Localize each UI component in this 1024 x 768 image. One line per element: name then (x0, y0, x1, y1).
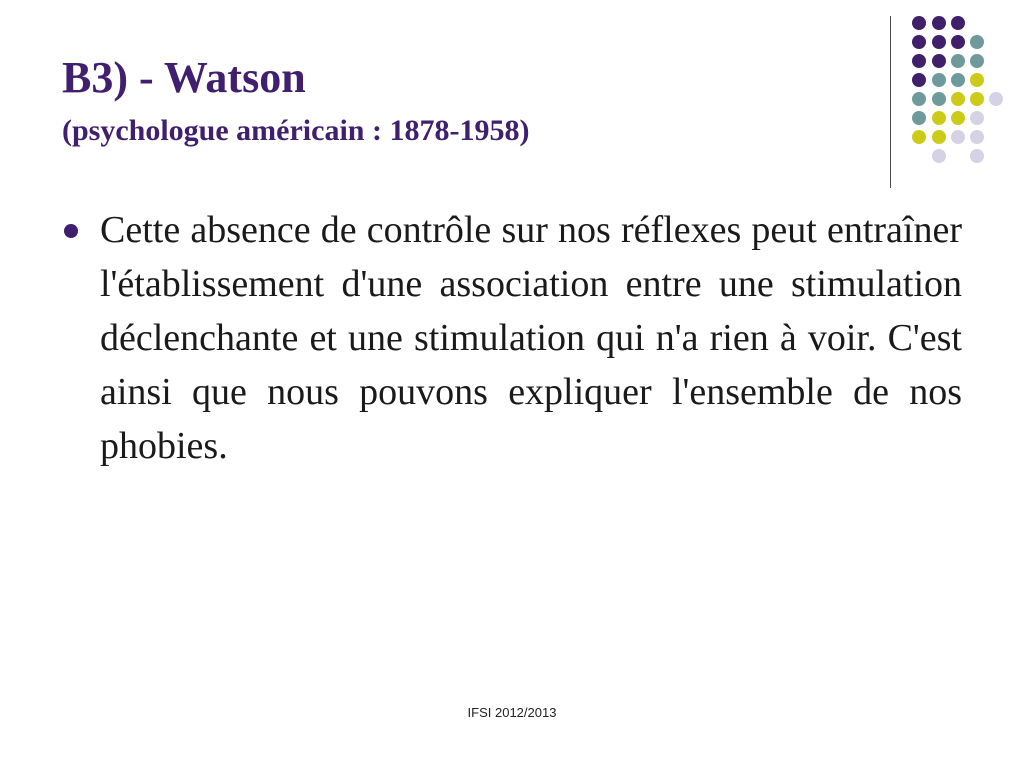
decorative-dot (932, 54, 946, 68)
slide-footer: IFSI 2012/2013 (467, 705, 557, 720)
decorative-dot (912, 73, 926, 87)
decorative-dot (970, 92, 984, 106)
decorative-dot (951, 92, 965, 106)
bullet-list (62, 203, 962, 473)
bullet-marker (64, 224, 78, 238)
decorative-dot (912, 16, 926, 30)
decorative-dot (912, 35, 926, 49)
decorative-dot (970, 149, 984, 163)
bullet-text: Cette absence de contrôle sur nos réflexes peut entraîner l'établissement d'une association entre une stimulation déclenchante et une stimulation qui n'a rien à voir. C'est ainsi que nous pouvons expliquer l'ensemble de nos phobies. (100, 209, 962, 467)
decorative-dot (932, 149, 946, 163)
decorative-dot (932, 73, 946, 87)
decorative-dot (932, 92, 946, 106)
decorative-dot (932, 35, 946, 49)
decorative-dot (951, 111, 965, 125)
decorative-dot (912, 92, 926, 106)
decorative-dot (951, 35, 965, 49)
bullet-item (62, 203, 962, 473)
decorative-dot (970, 73, 984, 87)
decorative-dot (932, 16, 946, 30)
decorative-dot (932, 130, 946, 144)
slide-title: B3) - Watson (62, 53, 306, 102)
decorative-dot (970, 35, 984, 49)
decorative-dot (912, 111, 926, 125)
decorative-dot (970, 130, 984, 144)
decorative-dot (951, 16, 965, 30)
decorative-dot (951, 54, 965, 68)
decorative-dot (951, 73, 965, 87)
decorative-dot (912, 130, 926, 144)
decorative-dot (932, 111, 946, 125)
decorative-dot (970, 54, 984, 68)
decorative-dot (970, 111, 984, 125)
slide-subtitle: (psychologue américain : 1878-1958) (62, 114, 530, 147)
decorative-dot (912, 54, 926, 68)
decorative-dot (989, 92, 1003, 106)
decorative-dot-grid (0, 0, 1024, 200)
decorative-dot (951, 130, 965, 144)
